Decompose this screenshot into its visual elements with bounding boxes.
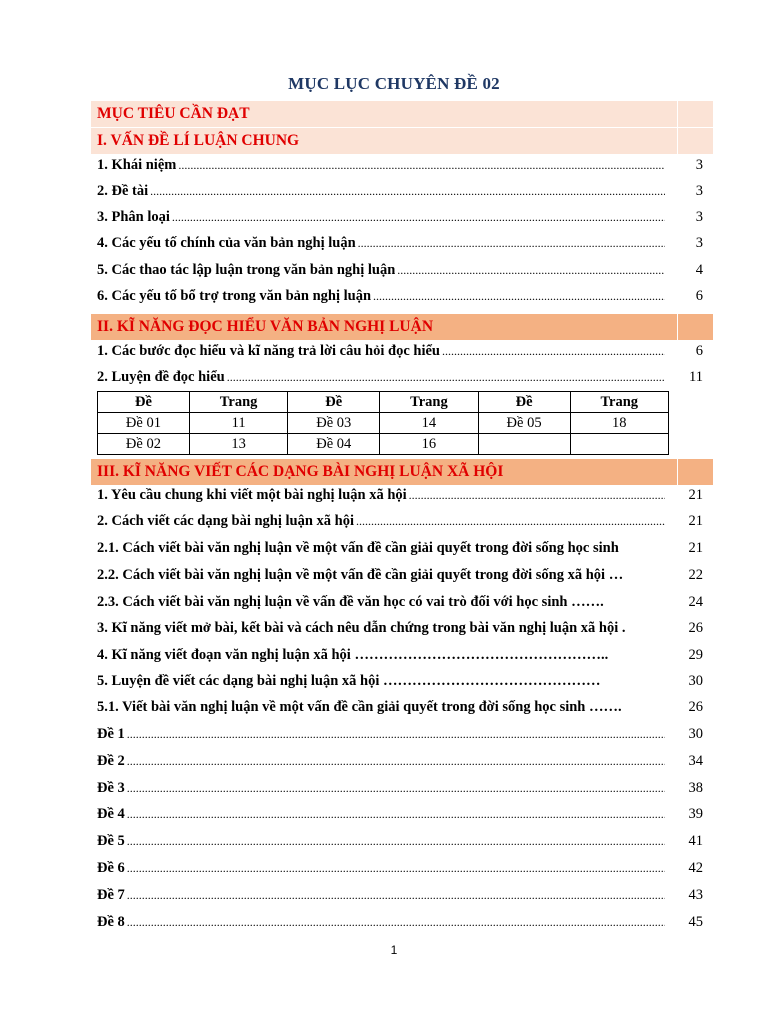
toc-entry-page: 42 bbox=[688, 860, 703, 876]
page-title: MỤC LỤC CHUYÊN ĐỀ 02 bbox=[288, 74, 500, 93]
toc-entry-page: 6 bbox=[695, 343, 703, 359]
toc-entry-label: 3. Kĩ năng viết mở bài, kết bài và cách nêu dẫn chứng trong bài văn nghị luận xã hội . bbox=[97, 620, 626, 636]
toc-entry[interactable] bbox=[97, 620, 703, 642]
toc-entry-page: 39 bbox=[688, 806, 703, 822]
toc-entry[interactable] bbox=[97, 513, 703, 535]
toc-entry-page: 43 bbox=[688, 887, 703, 903]
table-cell: Đề 03 bbox=[288, 413, 380, 434]
table-cell: Đề 01 bbox=[98, 413, 190, 434]
toc-entry[interactable] bbox=[97, 594, 703, 616]
toc-entry-page: 3 bbox=[695, 209, 703, 225]
toc-entry-label: 2.2. Cách viết bài văn nghị luận về một vấn đề cần giải quyết trong đời sống xã hội … bbox=[97, 567, 624, 583]
toc-entry-page: 11 bbox=[689, 369, 703, 385]
toc-entry-page: 21 bbox=[688, 540, 703, 556]
table-cell: 18 bbox=[570, 413, 668, 434]
toc-entry-label: 5.1. Viết bài văn nghị luận về một vấn đề cần giải quyết trong đời sống học sinh ……. bbox=[97, 699, 622, 715]
toc-entry[interactable] bbox=[97, 699, 703, 721]
table-header-cell: Đề bbox=[98, 392, 190, 413]
toc-entry[interactable] bbox=[97, 209, 703, 231]
toc-entry[interactable] bbox=[97, 343, 703, 365]
toc-entry[interactable] bbox=[97, 183, 703, 205]
toc-entry-page: 34 bbox=[688, 753, 703, 769]
toc-entry[interactable] bbox=[97, 753, 703, 775]
toc-entry-page: 24 bbox=[688, 594, 703, 610]
toc-entry[interactable] bbox=[97, 487, 703, 509]
toc-entry-page: 6 bbox=[695, 288, 703, 304]
toc-entry-label: Đề 6 bbox=[97, 860, 125, 876]
toc-entry[interactable] bbox=[97, 369, 703, 391]
toc-entry[interactable] bbox=[97, 567, 703, 589]
table-header-cell: Đề bbox=[288, 392, 380, 413]
toc-entry-label: 6. Các yếu tố bổ trợ trong văn bản nghị luận bbox=[97, 288, 372, 304]
toc-entry-label: Đề 7 bbox=[97, 887, 125, 903]
band-objectives-label: MỤC TIÊU CẦN ĐẠT bbox=[91, 101, 677, 127]
toc-entry-label: 2.1. Cách viết bài văn nghị luận về một vấn đề cần giải quyết trong đời sống học sinh bbox=[97, 540, 619, 556]
table-cell: Đề 05 bbox=[478, 413, 570, 434]
toc-entry-label: Đề 5 bbox=[97, 833, 125, 849]
toc-entry-page: 22 bbox=[688, 567, 703, 583]
toc-entry-label: 1. Khái niệm bbox=[97, 157, 177, 173]
page-number: 1 bbox=[390, 943, 398, 957]
toc-entry[interactable] bbox=[97, 887, 703, 909]
toc-entry-label: 2.3. Cách viết bài văn nghị luận về vấn đề văn học có vai trò đối với học sinh ……. bbox=[97, 594, 604, 610]
band-objectives bbox=[91, 101, 713, 127]
toc-entry-page: 26 bbox=[688, 620, 703, 636]
toc-entry-label: Đề 1 bbox=[97, 726, 125, 742]
toc-entry[interactable] bbox=[97, 833, 703, 855]
toc-entry-page: 3 bbox=[695, 157, 703, 173]
toc-entry[interactable] bbox=[97, 235, 703, 257]
toc-entry[interactable] bbox=[97, 726, 703, 748]
toc-entry[interactable] bbox=[97, 914, 703, 936]
toc-entry[interactable] bbox=[97, 673, 703, 695]
toc-entry[interactable] bbox=[97, 262, 703, 284]
table-header-cell: Trang bbox=[570, 392, 668, 413]
toc-entry-label: 2. Luyện đề đọc hiểu bbox=[97, 369, 225, 385]
table-cell: Đề 02 bbox=[98, 434, 190, 455]
table-row bbox=[98, 434, 669, 455]
toc-entry-page: 45 bbox=[688, 914, 703, 930]
toc-entry[interactable] bbox=[97, 540, 703, 562]
toc-entry-page: 38 bbox=[688, 780, 703, 796]
toc-entry[interactable] bbox=[97, 157, 703, 179]
table-header-cell: Trang bbox=[380, 392, 478, 413]
toc-entry-page: 3 bbox=[695, 183, 703, 199]
exam-page-table bbox=[97, 391, 669, 455]
table-header-row bbox=[98, 392, 669, 413]
toc-entry[interactable] bbox=[97, 647, 703, 669]
table-header-cell: Trang bbox=[189, 392, 287, 413]
toc-entry[interactable] bbox=[97, 806, 703, 828]
toc-entry-page: 30 bbox=[688, 673, 703, 689]
toc-entry-page: 3 bbox=[695, 235, 703, 251]
band-section-1-label: I. VẤN ĐỀ LÍ LUẬN CHUNG bbox=[91, 128, 677, 154]
toc-entry-label: 4. Kĩ năng viết đoạn văn nghị luận xã hội …………………………………………….. bbox=[97, 647, 609, 663]
toc-entry-page: 26 bbox=[688, 699, 703, 715]
toc-entry-label: 5. Các thao tác lập luận trong văn bản nghị luận bbox=[97, 262, 396, 278]
toc-entry[interactable] bbox=[97, 288, 703, 310]
toc-entry-label: 5. Luyện đề viết các dạng bài nghị luận xã hội ……………………………………… bbox=[97, 673, 601, 689]
toc-entry-page: 4 bbox=[695, 262, 703, 278]
table-row bbox=[98, 413, 669, 434]
toc-entry-label: Đề 8 bbox=[97, 914, 125, 930]
toc-entry[interactable] bbox=[97, 860, 703, 882]
table-cell: 14 bbox=[380, 413, 478, 434]
band-section-1 bbox=[91, 128, 713, 154]
table-cell bbox=[478, 434, 570, 455]
table-cell: Đề 04 bbox=[288, 434, 380, 455]
toc-entry-label: Đề 4 bbox=[97, 806, 125, 822]
toc-entry-page: 29 bbox=[688, 647, 703, 663]
band-section-3-label: III. KĨ NĂNG VIẾT CÁC DẠNG BÀI NGHỊ LUẬN XÃ HỘI bbox=[91, 459, 677, 485]
table-cell: 16 bbox=[380, 434, 478, 455]
table-cell: 13 bbox=[189, 434, 287, 455]
toc-entry-label: 3. Phân loại bbox=[97, 209, 170, 225]
toc-entry-label: 1. Các bước đọc hiểu và kĩ năng trả lời câu hỏi đọc hiểu bbox=[97, 343, 440, 359]
toc-entry-page: 21 bbox=[688, 513, 703, 529]
toc-entry-label: 2. Cách viết các dạng bài nghị luận xã hội bbox=[97, 513, 355, 529]
toc-entry-label: 2. Đề tài bbox=[97, 183, 149, 199]
toc-entry-page: 30 bbox=[688, 726, 703, 742]
table-cell bbox=[570, 434, 668, 455]
toc-entry-label: 4. Các yếu tố chính của văn bản nghị luận bbox=[97, 235, 356, 251]
table-header-cell: Đề bbox=[478, 392, 570, 413]
toc-entry-label: Đề 3 bbox=[97, 780, 125, 796]
toc-entry-label: Đề 2 bbox=[97, 753, 125, 769]
band-section-3 bbox=[91, 459, 713, 485]
toc-entry-label: 1. Yêu cầu chung khi viết một bài nghị luận xã hội bbox=[97, 487, 407, 503]
band-section-2 bbox=[91, 314, 713, 340]
table-cell: 11 bbox=[189, 413, 287, 434]
toc-entry-page: 41 bbox=[688, 833, 703, 849]
toc-entry-page: 21 bbox=[688, 487, 703, 503]
toc-entry[interactable] bbox=[97, 780, 703, 802]
band-section-2-label: II. KĨ NĂNG ĐỌC HIỂU VĂN BẢN NGHỊ LUẬN bbox=[91, 314, 677, 340]
